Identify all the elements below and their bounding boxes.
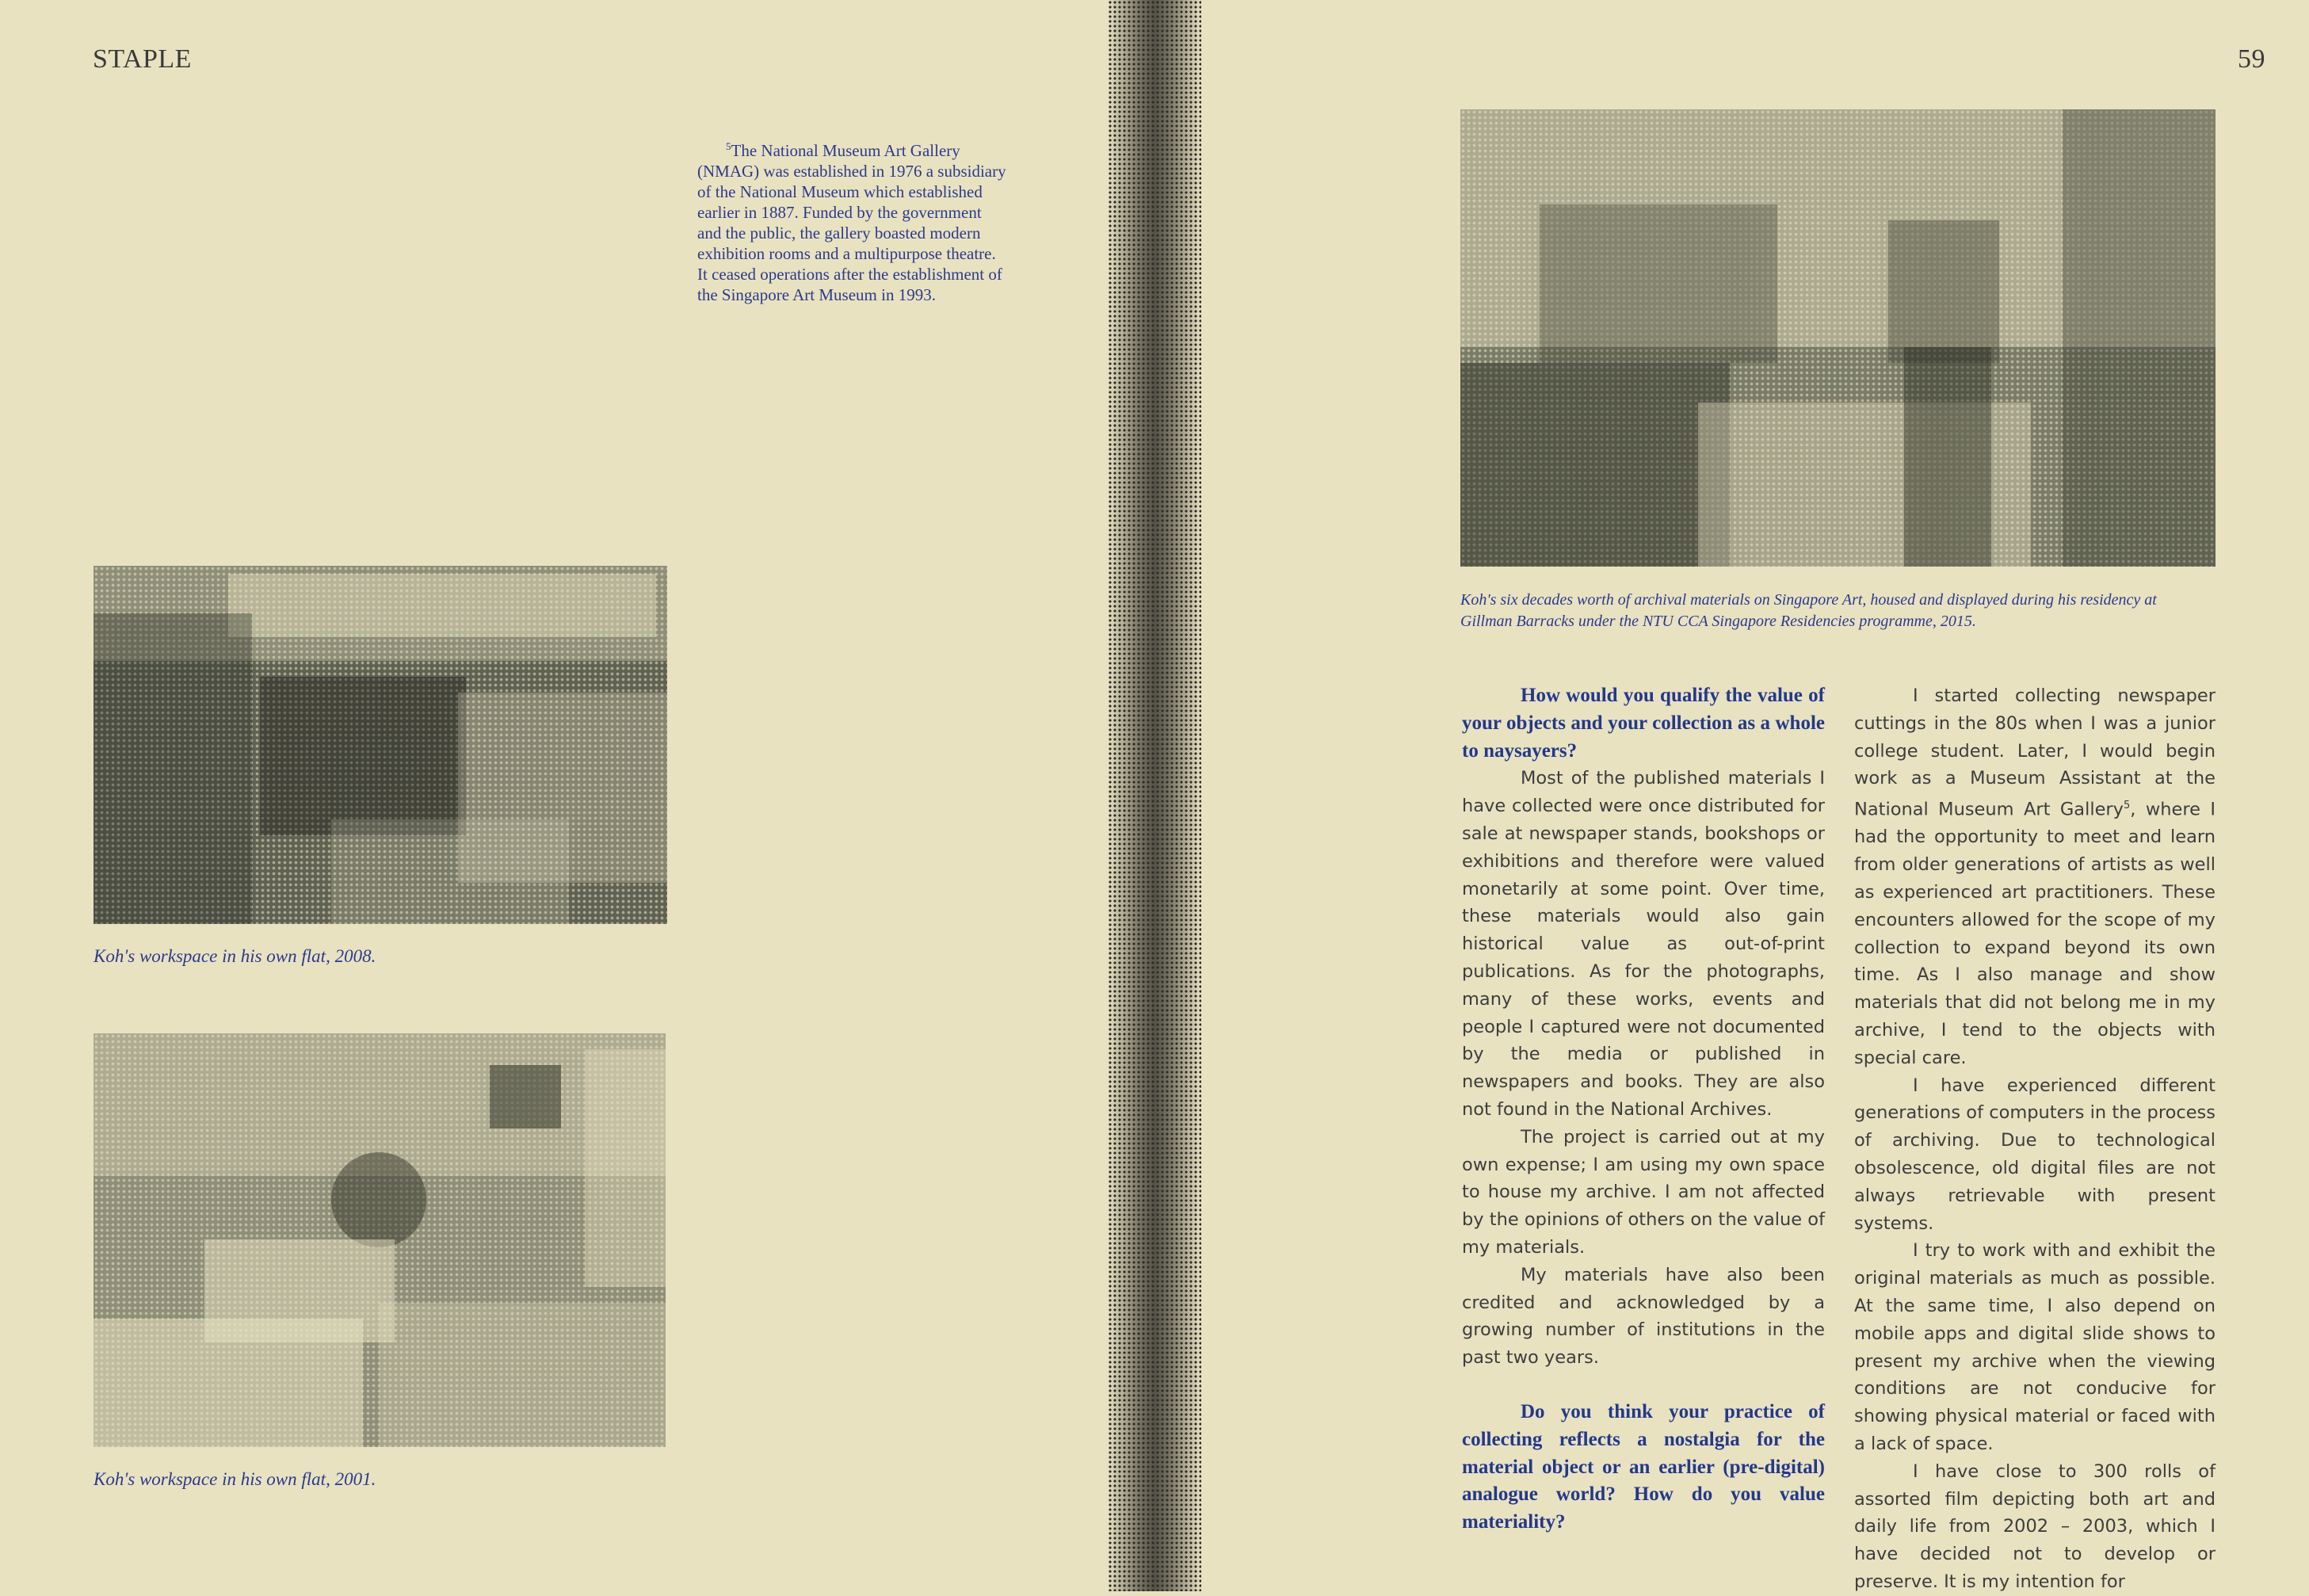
paragraph: I try to work with and exhibit the original materials as much as possible. At the same time, I also depend on mobile apps and digital slide shows to present my archive when the viewing conditions are not conducive for showing physical material or faced with a lack of space. [1854,1240,2215,1455]
footnote-text: The National Museum Art Gallery (NMAG) was established in 1976 a subsidiary of the National Museum which established earlier in 1887. Funded by the government and the public, the gallery boasted modern exhibition rooms and a multipurpose theatre. It ceased operations after the establishment of the Singapore Art Museum in 1993. [697,141,1006,304]
paragraph: The project is carried out at my own expense; I am using my own space to house my archive. I am not affected by the opinions of others on the value of my materials. [1462,1126,1825,1258]
article-column-2 [1854,682,2215,1596]
footnote-ref: 5 [2124,800,2131,812]
paragraph [1854,682,2215,1072]
gutter-shadow [1108,0,1201,1591]
workspace-2001-caption: Koh's workspace in his own flat, 2001. [94,1469,376,1489]
gallery-photo [1460,109,2215,567]
workspace-2008-caption: Koh's workspace in his own flat, 2008. [94,946,376,966]
paragraph: I have experienced different generations of computers in the process of archiving. Due to technological obsolescence, old digital files are not always retrievable with present systems. [1854,1075,2215,1234]
footnote-marker: 5 [726,140,731,152]
footnote [697,136,1006,305]
article-column-1 [1462,682,1825,1537]
page-number: 59 [2238,44,2265,74]
paragraph-text: I started collecting newspaper cuttings in the 80s when I was a junior college student. Later, I would begin work as a Museum Assistant at the National Museum Art Gallery [1854,685,2215,820]
question-nostalgia: Do you think your practice of collecting reflects a nostalgia for the material object or an earlier (pre-digital) analogue world? How do you value materiality? [1462,1400,1825,1533]
running-head-left: STAPLE [93,44,192,74]
workspace-2001-photo [94,1033,666,1447]
paragraph: I have close to 300 rolls of assorted film depicting both art and daily life from 2002 – 2003, which I have decided not to develop or preserve. It is my intention for [1854,1460,2215,1592]
paragraph-text: , where I had the opportunity to meet and learn from older generations of artists as well as experienced art practitioners. These encounters allowed for the scope of my collection to expand beyond its own time. As I also manage and show materials that did not belong me in my archive, I tend to the objects with special care. [1854,799,2215,1068]
paragraph: Most of the published materials I have collected were once distributed for sale at newspaper stands, bookshops or exhibitions and therefore were valued monetarily at some point. Over time, these materials would also gain historical value as out-of-print publications. As for the photographs, many of these works, events and people I captured were not documented by the media or published in newspapers and books. They are also not found in the National Archives. [1462,768,1825,1120]
question-value: How would you qualify the value of your objects and your collection as a whole to naysayers? [1462,685,1825,762]
paragraph: My materials have also been credited and acknowledged by a growing number of institutions in the past two years. [1462,1264,1825,1369]
workspace-2008-photo [94,566,667,924]
gallery-caption: Koh's six decades worth of archival materials on Singapore Art, housed and displayed during his residency at Gillman Barracks under the NTU CCA Singapore Residencies programme, 2015. [1460,591,2157,630]
